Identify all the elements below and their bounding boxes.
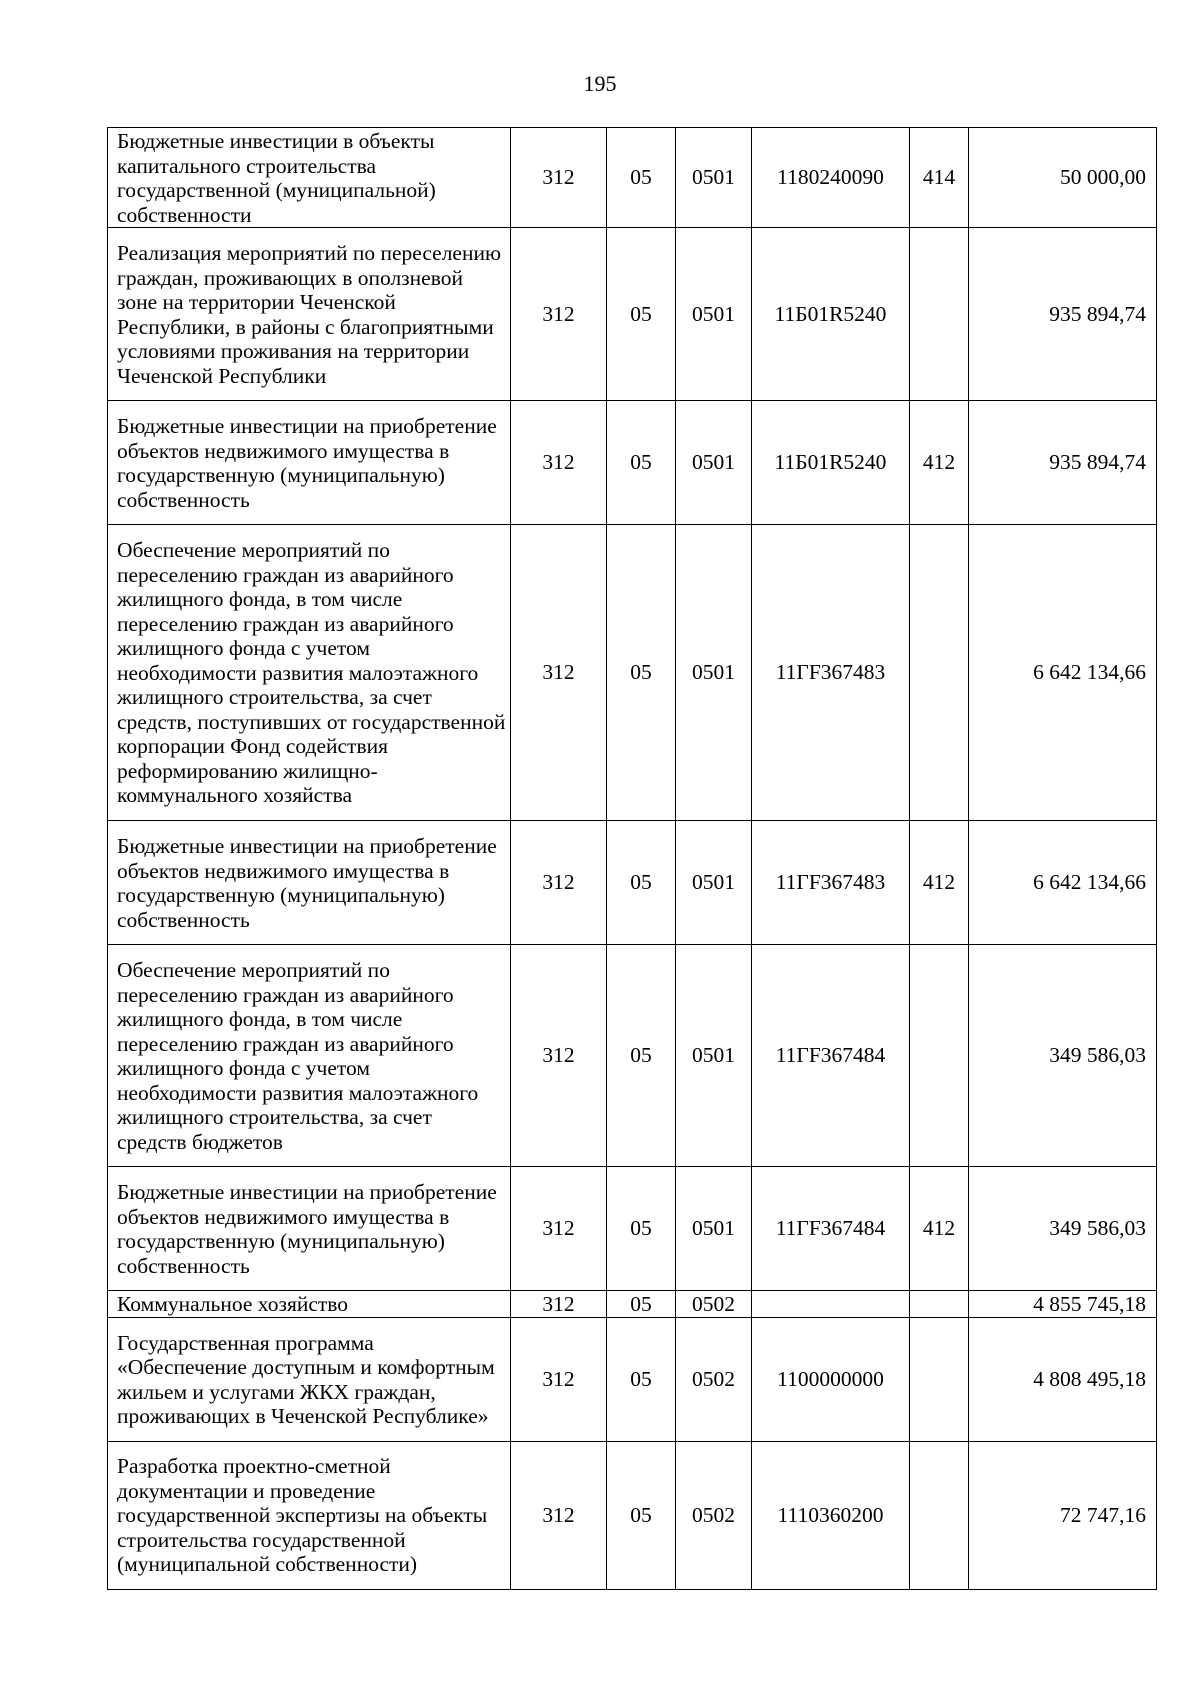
amount-cell: 4 855 745,18	[969, 1291, 1157, 1318]
section-code-cell: 05	[607, 821, 676, 945]
target-article-cell: 1100000000	[752, 1317, 910, 1441]
amount-cell: 935 894,74	[969, 401, 1157, 525]
section-code-cell: 05	[607, 128, 676, 228]
admin-code-cell: 312	[511, 821, 607, 945]
table-row	[108, 401, 1157, 525]
expense-type-cell	[910, 1317, 969, 1441]
subsection-code-cell: 0502	[676, 1291, 752, 1318]
section-code-cell: 05	[607, 1291, 676, 1318]
table-row	[108, 525, 1157, 821]
subsection-code-cell: 0501	[676, 525, 752, 821]
admin-code-cell: 312	[511, 401, 607, 525]
expense-type-cell: 412	[910, 401, 969, 525]
subsection-code-cell: 0501	[676, 128, 752, 228]
admin-code-cell: 312	[511, 1291, 607, 1318]
expense-type-cell	[910, 525, 969, 821]
row-name-cell: Бюджетные инвестиции на приобретение объектов недвижимого имущества в государственную (муниципальную) собственность	[108, 821, 511, 945]
section-code-cell: 05	[607, 525, 676, 821]
admin-code-cell: 312	[511, 1167, 607, 1291]
table-row	[108, 1291, 1157, 1318]
target-article-cell: 1180240090	[752, 128, 910, 228]
table-row	[108, 821, 1157, 945]
expense-type-cell	[910, 1291, 969, 1318]
amount-cell: 50 000,00	[969, 128, 1157, 228]
row-name-cell: Бюджетные инвестиции в объекты капитального строительства государственной (муниципальной) собственности	[108, 128, 511, 228]
expense-type-cell: 414	[910, 128, 969, 228]
page-number: 195	[583, 71, 617, 96]
subsection-code-cell: 0501	[676, 945, 752, 1167]
section-code-cell: 05	[607, 1167, 676, 1291]
section-code-cell: 05	[607, 945, 676, 1167]
amount-cell: 6 642 134,66	[969, 525, 1157, 821]
subsection-code-cell: 0502	[676, 1317, 752, 1441]
row-name-cell: Разработка проектно-сметной документации и проведение государственной экспертизы на объекты строительства государственной (муниципальной собственности)	[108, 1441, 511, 1589]
section-code-cell: 05	[607, 228, 676, 401]
amount-cell: 349 586,03	[969, 945, 1157, 1167]
target-article-cell	[752, 1291, 910, 1318]
admin-code-cell: 312	[511, 228, 607, 401]
table-row	[108, 1167, 1157, 1291]
row-name-cell: Государственная программа «Обеспечение доступным и комфортным жильем и услугами ЖКХ граждан, проживающих в Чеченской Республике»	[108, 1317, 511, 1441]
admin-code-cell: 312	[511, 1317, 607, 1441]
subsection-code-cell: 0501	[676, 228, 752, 401]
table-body	[108, 128, 1157, 1590]
subsection-code-cell: 0502	[676, 1441, 752, 1589]
row-name-cell: Обеспечение мероприятий по переселению граждан из аварийного жилищного фонда, в том числе переселению граждан из аварийного жилищного фонда с учетом необходимости развития малоэтажного жилищного строительства, за счет средств бюджетов	[108, 945, 511, 1167]
expense-type-cell	[910, 228, 969, 401]
expense-type-cell: 412	[910, 1167, 969, 1291]
target-article-cell: 11ГF367483	[752, 525, 910, 821]
row-name-cell: Реализация мероприятий по переселению граждан, проживающих в оползневой зоне на территории Чеченской Республики, в районы с благоприятными условиями проживания на территории Чеченской Республики	[108, 228, 511, 401]
admin-code-cell: 312	[511, 1441, 607, 1589]
amount-cell: 4 808 495,18	[969, 1317, 1157, 1441]
amount-cell: 6 642 134,66	[969, 821, 1157, 945]
table-row	[108, 1317, 1157, 1441]
target-article-cell: 1110360200	[752, 1441, 910, 1589]
expense-type-cell	[910, 1441, 969, 1589]
admin-code-cell: 312	[511, 945, 607, 1167]
row-name-cell: Обеспечение мероприятий по переселению граждан из аварийного жилищного фонда, в том числе переселению граждан из аварийного жилищного фонда с учетом необходимости развития малоэтажного жилищного строительства, за счет средств, поступивших от государственной корпорации Фонд содействия реформированию жилищно-коммунального хозяйства	[108, 525, 511, 821]
expense-type-cell	[910, 945, 969, 1167]
expense-type-cell: 412	[910, 821, 969, 945]
amount-cell: 935 894,74	[969, 228, 1157, 401]
table-row	[108, 228, 1157, 401]
amount-cell: 349 586,03	[969, 1167, 1157, 1291]
target-article-cell: 11Б01R5240	[752, 401, 910, 525]
table-row	[108, 945, 1157, 1167]
budget-table	[107, 127, 1157, 1590]
row-name-cell: Бюджетные инвестиции на приобретение объектов недвижимого имущества в государственную (муниципальную) собственность	[108, 401, 511, 525]
table-row	[108, 128, 1157, 228]
target-article-cell: 11Б01R5240	[752, 228, 910, 401]
subsection-code-cell: 0501	[676, 1167, 752, 1291]
section-code-cell: 05	[607, 1317, 676, 1441]
subsection-code-cell: 0501	[676, 401, 752, 525]
target-article-cell: 11ГF367484	[752, 1167, 910, 1291]
target-article-cell: 11ГF367483	[752, 821, 910, 945]
amount-cell: 72 747,16	[969, 1441, 1157, 1589]
subsection-code-cell: 0501	[676, 821, 752, 945]
table-row	[108, 1441, 1157, 1589]
row-name-cell: Бюджетные инвестиции на приобретение объектов недвижимого имущества в государственную (муниципальную) собственность	[108, 1167, 511, 1291]
admin-code-cell: 312	[511, 128, 607, 228]
section-code-cell: 05	[607, 401, 676, 525]
section-code-cell: 05	[607, 1441, 676, 1589]
admin-code-cell: 312	[511, 525, 607, 821]
row-name-cell: Коммунальное хозяйство	[108, 1291, 511, 1318]
target-article-cell: 11ГF367484	[752, 945, 910, 1167]
